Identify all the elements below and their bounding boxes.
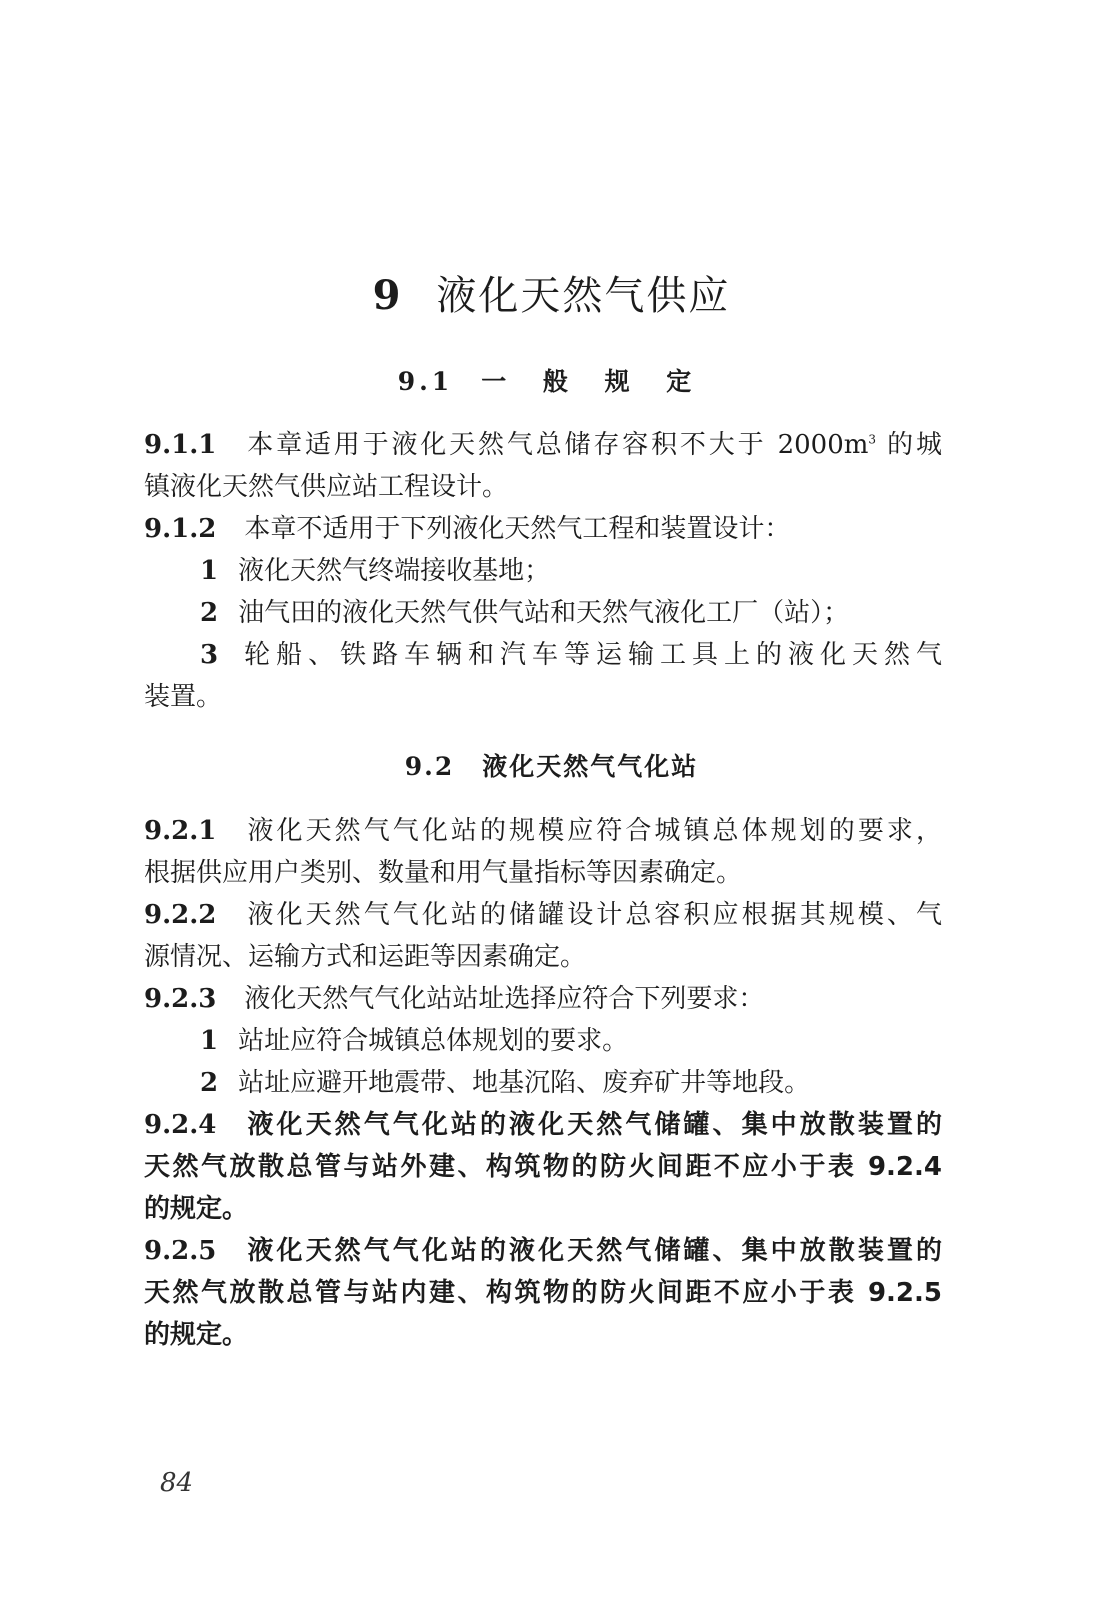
section-number: 9.2 [404, 752, 455, 781]
clause-text: 本章适用于液化天然气总储存容积不大于 2000m [244, 430, 869, 460]
section-9-2-body [144, 810, 942, 1356]
clause-text: 液化天然气气化站站址选择应符合下列要求： [244, 984, 765, 1014]
clause-number: 9.2.1 [144, 816, 217, 846]
clause-9-1-1-line: 镇液化天然气供应站工程设计。 [144, 472, 509, 502]
list-item [144, 634, 942, 676]
item-number: 2 [200, 1068, 219, 1098]
clause-number: 9.2.3 [144, 984, 217, 1014]
clause-number: 9.2.5 [144, 1236, 217, 1266]
item-text: 站址应避开地震带、地基沉陷、废弃矿井等地段。 [238, 1068, 811, 1098]
section-title: 一 般 规 定 [481, 367, 706, 396]
section-9-1-body [144, 424, 942, 718]
item-number: 2 [200, 598, 219, 628]
clause-number: 9.1.2 [144, 514, 217, 544]
section-number: 9.1 [397, 367, 454, 396]
clause-9-2-3-line [144, 978, 942, 1020]
list-item [144, 550, 942, 592]
clause-9-2-4-line: 的规定。 [144, 1194, 249, 1224]
chapter-number: 9 [372, 272, 403, 319]
item-text: 油气田的液化天然气供气站和天然气液化工厂（站）； [238, 598, 850, 628]
clause-9-2-2-line: 源情况、运输方式和运距等因素确定。 [144, 942, 587, 972]
clause-number: 9.1.1 [144, 430, 217, 460]
chapter-title-text: 液化天然气供应 [436, 273, 731, 319]
clause-text: 液化天然气气化站的液化天然气储罐、集中放散装置的 [244, 1236, 942, 1266]
list-item [144, 592, 942, 634]
clause-9-2-5-line [144, 1230, 942, 1272]
clause-text: 本章不适用于下列液化天然气工程和装置设计： [244, 514, 791, 544]
clause-number: 9.2.2 [144, 900, 217, 930]
item-text: 液化天然气终端接收基地； [238, 556, 551, 586]
list-item-continuation: 装置。 [144, 682, 223, 712]
superscript: 3 [868, 432, 877, 447]
section-title: 液化天然气气化站 [482, 752, 699, 781]
item-number: 3 [200, 640, 219, 670]
chapter-title [0, 270, 1103, 322]
page-number: 84 [160, 1468, 194, 1498]
clause-text: 液化天然气气化站的规模应符合城镇总体规划的要求， [244, 816, 942, 846]
clause-9-2-1-line: 根据供应用户类别、数量和用气量指标等因素确定。 [144, 858, 743, 888]
clause-text: 液化天然气气化站的液化天然气储罐、集中放散装置的 [244, 1110, 942, 1140]
item-text: 站址应符合城镇总体规划的要求。 [238, 1026, 629, 1056]
clause-number: 9.2.4 [144, 1110, 217, 1140]
clause-9-2-4-line: 天然气放散总管与站外建、构筑物的防火间距不应小于表 9.2.4 [144, 1152, 942, 1182]
item-number: 1 [200, 556, 219, 586]
section-heading-9-2 [0, 750, 1103, 784]
clause-9-2-2-line [144, 894, 942, 936]
list-item [144, 1020, 942, 1062]
clause-9-2-5-line: 的规定。 [144, 1320, 249, 1350]
clause-9-2-5-line: 天然气放散总管与站内建、构筑物的防火间距不应小于表 9.2.5 [144, 1278, 942, 1308]
clause-9-2-4-line [144, 1104, 942, 1146]
clause-text: 液化天然气气化站的储罐设计总容积应根据其规模、气 [244, 900, 942, 930]
clause-9-2-1-line [144, 810, 942, 852]
section-heading-9-1 [0, 365, 1103, 399]
list-item [144, 1062, 942, 1104]
clause-9-1-1-line [144, 424, 942, 466]
clause-9-1-2-line [144, 508, 942, 550]
item-text: 轮船、铁路车辆和汽车等运输工具上的液化天然气 [238, 640, 942, 670]
item-number: 1 [200, 1026, 219, 1056]
clause-text: 的城 [876, 430, 943, 460]
